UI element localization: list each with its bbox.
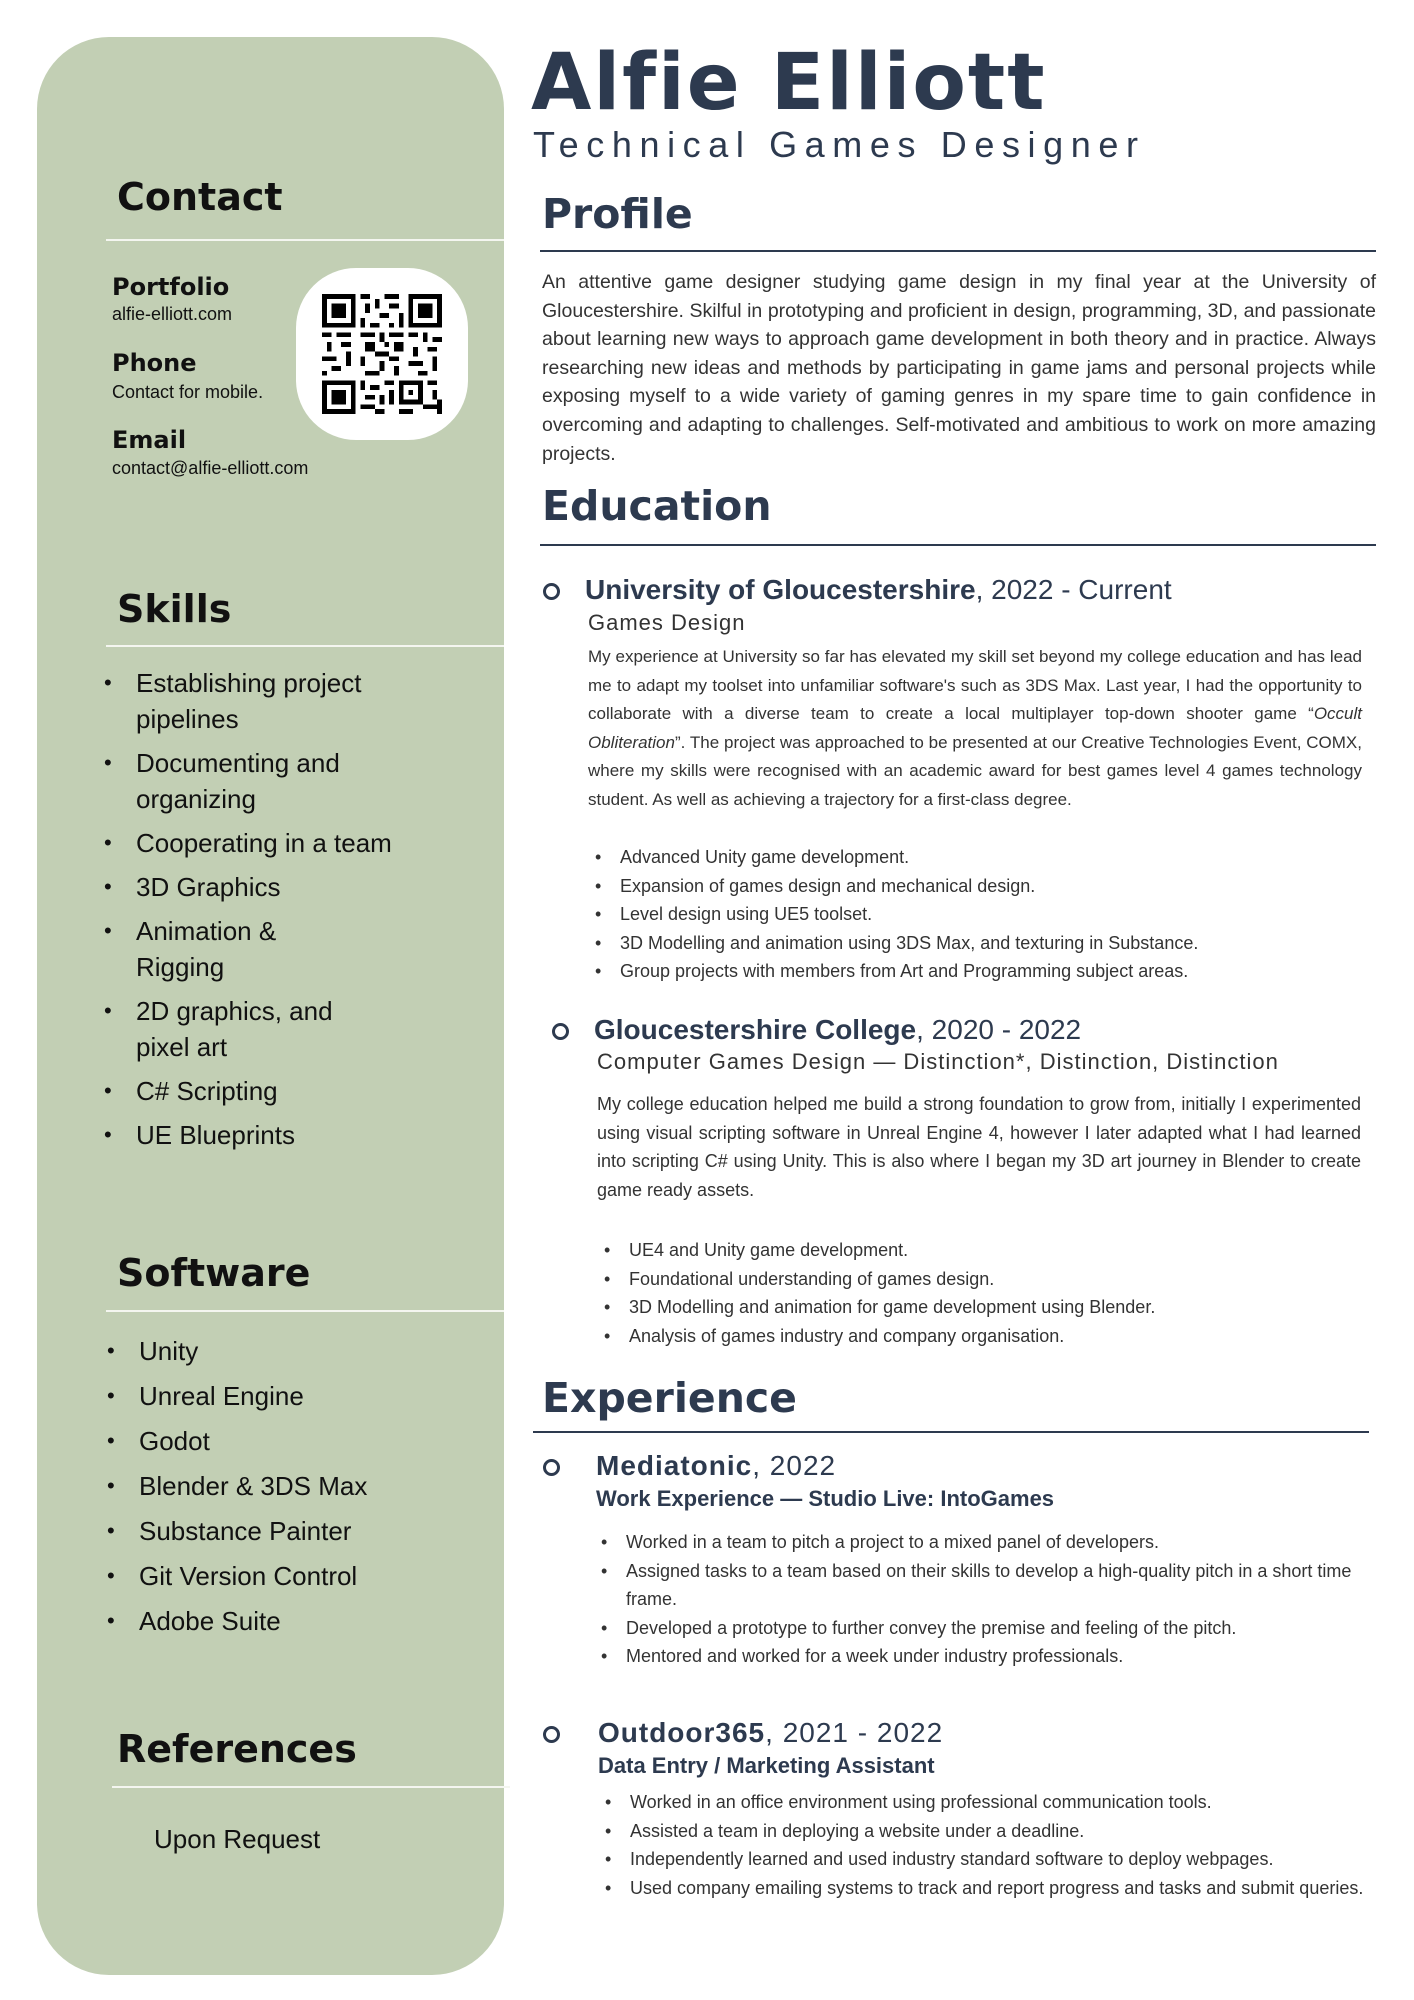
candidate-role: Technical Games Designer (533, 124, 1146, 165)
list-item: • 3D Modelling and animation using 3DS Max, and texturing in Substance. (591, 929, 1371, 958)
experience-heading: Experience (542, 1374, 797, 1422)
experience-entry-title (596, 1450, 836, 1482)
list-item: • Expansion of games design and mechanical design. (591, 872, 1371, 901)
software-item: • Git Version Control (105, 1558, 485, 1594)
experience-divider (533, 1431, 1369, 1433)
references-value: Upon Request (154, 1824, 321, 1854)
skill-item: • Establishing project pipelines (102, 665, 402, 737)
profile-text: An attentive game designer studying game design in my final year at the University of Gloucestershire. Skilful in prototyping and proficient in design, programming, 3D, and passionate about learning new ways to approach game development in both theory and in practice. Always researching new ideas and methods by participating in game jams and personal projects while exposing myself to a wide variety of gaming genres in my spare time to gain confidence in overcoming and adapting to challenges. Self-motivated and ambitious to work on more amazing projects. (542, 271, 1376, 465)
institution-name: Gloucestershire College (594, 1014, 917, 1045)
course-name: Computer Games Design — Distinction*, Distinction, Distinction (597, 1049, 1279, 1074)
list-item: • Developed a prototype to further convey the premise and feeling of the pitch. (597, 1614, 1367, 1643)
skill-item: • Animation & Rigging (102, 913, 302, 985)
skills-divider (106, 645, 504, 647)
skills-list (102, 665, 402, 1161)
skill-item: • UE Blueprints (102, 1117, 402, 1153)
company-name: Outdoor365 (598, 1717, 766, 1748)
education-bullets (591, 843, 1371, 986)
list-item: • Group projects with members from Art and Programming subject areas. (591, 957, 1371, 986)
education-description (588, 643, 1362, 815)
desc-text: My experience at University so far has elevated my skill set beyond my college education and has lead me to adapt my toolset into unfamiliar software's such as 3DS Max. Last year, I had the opportunity to collaborate with a diverse team to create a local multiplayer top-down shooter game “ (588, 647, 1362, 724)
qr-code-icon (322, 294, 442, 414)
software-list (105, 1333, 485, 1648)
software-item: • Substance Painter (105, 1513, 485, 1549)
software-item: • Unity (105, 1333, 485, 1369)
institution-name: University of Gloucestershire (585, 574, 976, 605)
timeline-circle-icon (543, 1459, 560, 1476)
experience-bullets (601, 1788, 1371, 1902)
experience-dates: , 2021 - 2022 (765, 1717, 944, 1748)
job-role: Work Experience — Studio Live: IntoGames (596, 1486, 1055, 1511)
list-item: • Used company emailing systems to track and report progress and tasks and submit queries. (601, 1874, 1371, 1903)
list-item: • Worked in a team to pitch a project to a mixed panel of developers. (597, 1528, 1367, 1557)
project-title: Occult Obliteration (588, 704, 1362, 752)
timeline-circle-icon (543, 583, 560, 600)
candidate-name: Alfie Elliott (531, 38, 1047, 128)
list-item: • Level design using UE5 toolset. (591, 900, 1371, 929)
software-divider (106, 1310, 504, 1312)
software-item: • Godot (105, 1423, 485, 1459)
skill-item: • 3D Graphics (102, 869, 402, 905)
timeline-circle-icon (543, 1726, 560, 1743)
list-item: • Independently learned and used industry standard software to deploy webpages. (601, 1845, 1371, 1874)
list-item: • Worked in an office environment using professional communication tools. (601, 1788, 1371, 1817)
phone-value: Contact for mobile. (112, 382, 264, 402)
education-bullets (600, 1236, 1370, 1350)
experience-bullets (597, 1528, 1367, 1671)
experience-dates: , 2022 (752, 1450, 837, 1481)
contact-heading: Contact (117, 175, 283, 219)
education-entry-title (594, 1014, 1081, 1046)
phone-label: Phone (112, 349, 197, 377)
profile-heading: Profile (542, 190, 693, 238)
profile-divider (540, 250, 1376, 252)
education-heading: Education (542, 482, 772, 530)
job-role: Data Entry / Marketing Assistant (598, 1753, 935, 1778)
sidebar (37, 37, 504, 1975)
list-item: • Assigned tasks to a team based on their skills to develop a high-quality pitch in a short time frame. (597, 1557, 1367, 1614)
software-heading: Software (117, 1251, 311, 1295)
list-item: • Assisted a team in deploying a website under a deadline. (601, 1817, 1371, 1846)
education-description: My college education helped me build a strong foundation to grow from, initially I experimented using visual scripting software in Unreal Engine 4, however I later adapted what I had learned into scripting C# using Unity. This is also where I began my 3D art journey in Blender to create game ready assets. (597, 1094, 1361, 1200)
list-item: • Foundational understanding of games design. (600, 1265, 1370, 1294)
education-divider (540, 544, 1376, 546)
desc-text: ”. The project was approached to be presented at our Creative Technologies Event, COMX, where my skills were recognised with an academic award for best games level 4 games technology student. As well as achieving a trajectory for a first-class degree. (588, 732, 1362, 809)
skill-item: • C# Scripting (102, 1073, 402, 1109)
portfolio-label: Portfolio (112, 273, 230, 301)
education-entry-title (585, 574, 1172, 606)
course-name: Games Design (588, 610, 746, 635)
list-item: • Advanced Unity game development. (591, 843, 1371, 872)
portfolio-link[interactable]: alfie-elliott.com (112, 304, 233, 324)
skill-item: • Documenting and organizing (102, 745, 402, 817)
list-item: • Mentored and worked for a week under industry professionals. (597, 1642, 1367, 1671)
timeline-circle-icon (552, 1023, 569, 1040)
experience-entry-title (598, 1717, 943, 1749)
skill-item: • Cooperating in a team (102, 825, 402, 861)
list-item: • UE4 and Unity game development. (600, 1236, 1370, 1265)
software-item: • Adobe Suite (105, 1603, 485, 1639)
software-item: • Unreal Engine (105, 1378, 485, 1414)
list-item: • Analysis of games industry and company organisation. (600, 1322, 1370, 1351)
qr-code (296, 268, 468, 440)
list-item: • 3D Modelling and animation for game development using Blender. (600, 1293, 1370, 1322)
references-heading: References (117, 1727, 357, 1771)
company-name: Mediatonic (596, 1450, 753, 1481)
skill-item: • 2D graphics, and pixel art (102, 993, 352, 1065)
education-dates: , 2022 - Current (975, 574, 1172, 605)
references-divider (112, 1786, 510, 1788)
email-link[interactable]: contact@alfie-elliott.com (112, 458, 309, 478)
contact-divider (106, 239, 504, 241)
education-dates: , 2020 - 2022 (916, 1014, 1082, 1045)
skills-heading: Skills (117, 587, 232, 631)
software-item: • Blender & 3DS Max (105, 1468, 485, 1504)
email-label: Email (112, 426, 187, 454)
